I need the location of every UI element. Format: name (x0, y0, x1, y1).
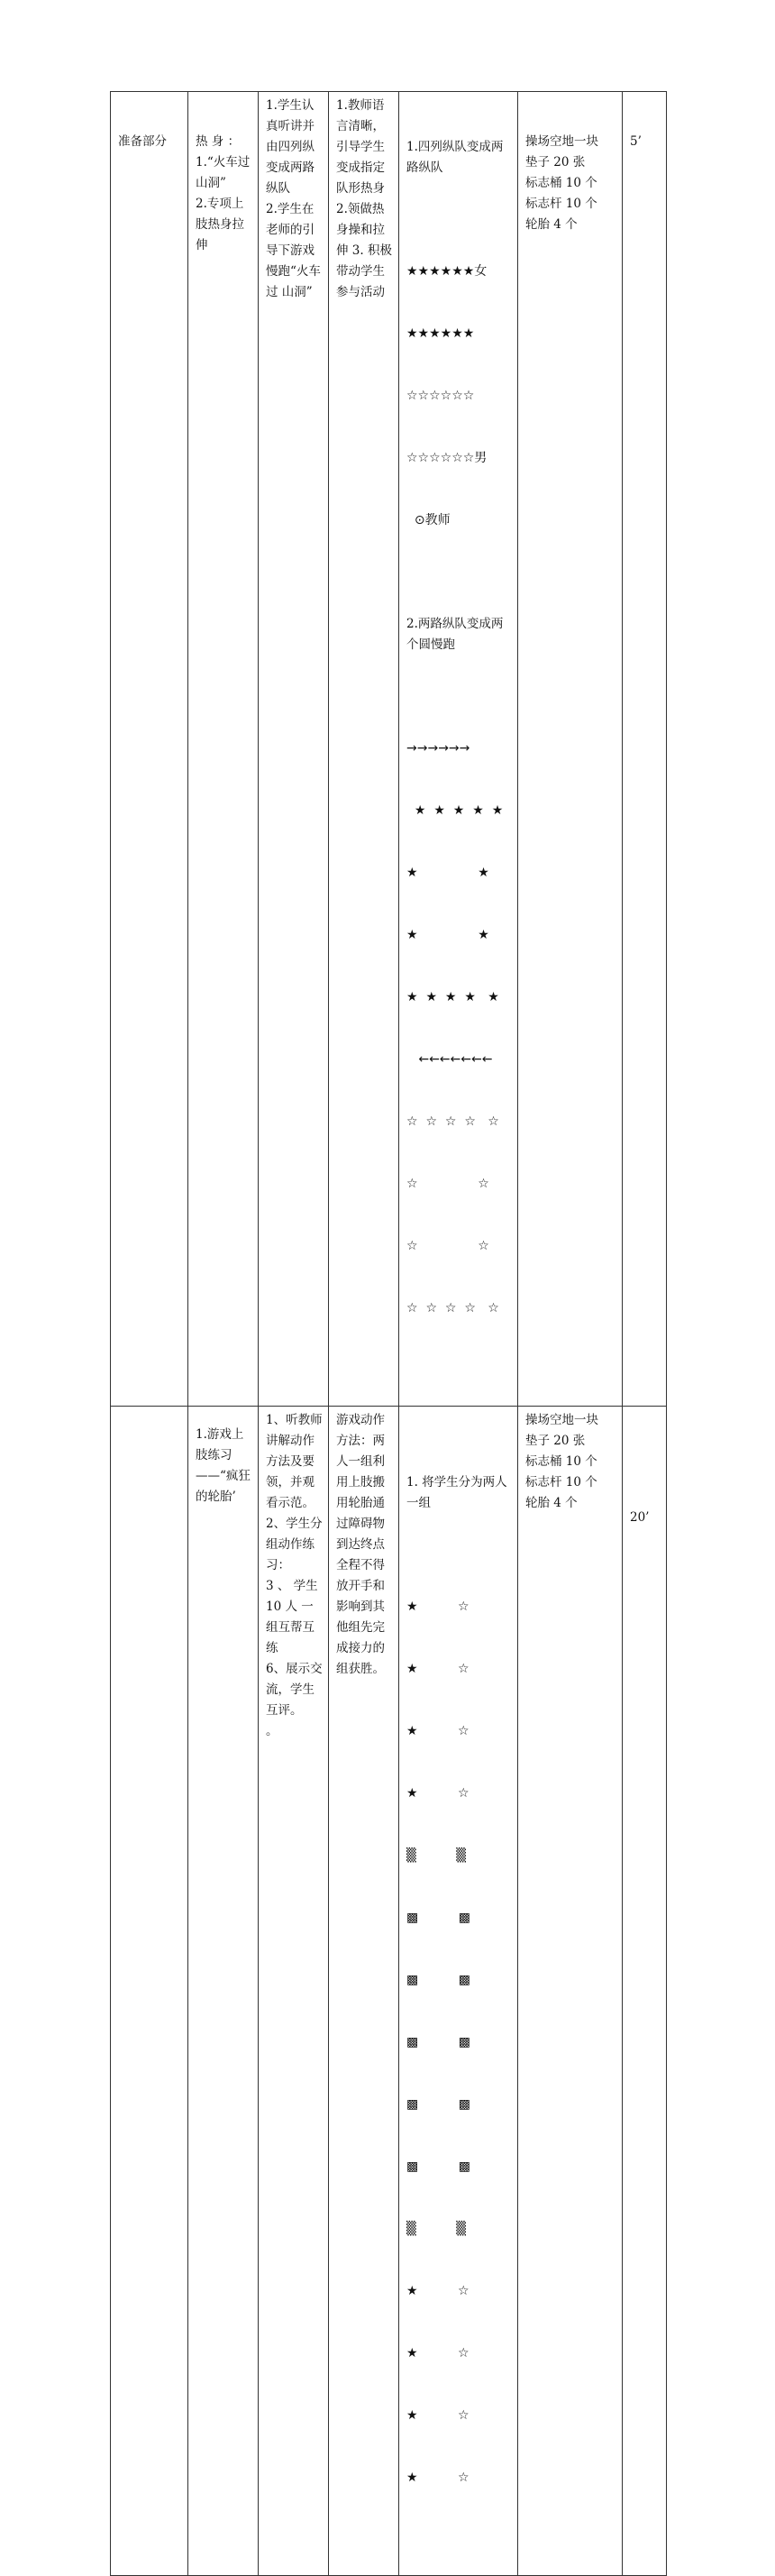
student-cell (259, 92, 329, 1407)
formation-line: ★★★★★★ (406, 326, 475, 341)
teacher-cell (329, 1407, 399, 2576)
formation-diagram (406, 220, 512, 573)
organization-text: 2.两路纵队变成两个圆慢跑 (406, 617, 504, 652)
time-text: 20’ (630, 1510, 650, 1525)
formation-line: →→→→→→ (406, 741, 470, 756)
formation-line: ★ ★ (406, 866, 489, 880)
formation-line: ★ ★ ★ ★ ★ (406, 803, 504, 818)
organization-cell (399, 92, 518, 1407)
formation-line: ←←←←←←← (406, 1052, 493, 1067)
equipment-text: 操场空地一块 垫子 20 张 标志桶 10 个 标志杆 10 个 轮胎 4 个 (525, 134, 598, 232)
formation-line: ▒ ▒ (406, 2222, 467, 2236)
section-label (111, 1407, 187, 1414)
formation-line: ★ ☆ (406, 1724, 470, 1738)
content-text: 1.游戏上肢练习——“疯狂的轮胎’ (196, 1427, 251, 1504)
formation-line: ☆ ☆ (406, 1239, 489, 1253)
table-row (111, 92, 667, 1407)
equipment-cell (518, 92, 623, 1407)
section-label: 准备部分 (118, 134, 167, 149)
formation-line: ▩ ▩ (406, 2159, 470, 2174)
formation-line: ★★★★★★女 (406, 264, 488, 279)
time-cell (623, 1407, 667, 2576)
formation-line: ▩ ▩ (406, 1973, 470, 1987)
organization-text: 1. 将学生分为两人一组 (406, 1475, 507, 1510)
time-cell (623, 92, 667, 1407)
formation-line: ☆☆☆☆☆☆ (406, 389, 475, 403)
formation-line: ☆ ☆ ☆ ☆ ☆ (406, 1301, 499, 1316)
circle-run-diagram (406, 697, 512, 1361)
teacher-text: 游戏动作方法：两人一组利用上肢搬用轮胎通过障碍物到达终点全程不得放开手和影响到其他组先完成接力的组获胜。 (336, 1413, 385, 1676)
time-text: 5’ (630, 134, 642, 149)
teacher-cell (329, 92, 399, 1407)
formation-line: ★ ☆ (406, 2408, 470, 2423)
formation-line: ★ ☆ (406, 2471, 470, 2485)
formation-line: ⊙教师 (406, 513, 451, 527)
table-row (111, 1407, 667, 2576)
section-cell (111, 92, 188, 1407)
equipment-text: 操场空地一块 垫子 20 张 标志桶 10 个 标志杆 10 个 轮胎 4 个 (525, 1413, 598, 1510)
student-text: 1.学生认真听讲并由四列纵变成两路纵队 2.学生在老师的引导下游戏慢跑“火车 过 山洞” (266, 98, 321, 299)
student-text: 1、听教师讲解动作方法及要领，并观看示范。 2、学生分组动作练习： 3 、 学生 10 人 一组互帮互练 6、展示交流，学生互评。 。 (266, 1413, 323, 1738)
lesson-plan-table (110, 91, 667, 2576)
formation-line: ☆☆☆☆☆☆男 (406, 451, 488, 465)
formation-line: ★ ☆ (406, 2346, 470, 2361)
formation-line: ★ ☆ (406, 2284, 470, 2298)
formation-line: ★ ☆ (406, 1600, 470, 1614)
equipment-cell (518, 1407, 623, 2576)
formation-line: ▩ ▩ (406, 2097, 470, 2112)
formation-line: ▩ ▩ (406, 2035, 470, 2049)
student-cell (259, 1407, 329, 2576)
formation-line: ☆ ☆ ☆ ☆ ☆ (406, 1114, 499, 1129)
relay-diagram (406, 1555, 512, 2530)
content-text: 热 身 ： 1.“火车过山洞” 2.专项上肢热身拉伸 (196, 134, 251, 252)
formation-line: ★ ☆ (406, 1662, 470, 1676)
formation-line: ★ ☆ (406, 1786, 470, 1801)
formation-line: ★ ★ (406, 928, 489, 942)
formation-line: ☆ ☆ (406, 1177, 489, 1191)
formation-line: ▩ ▩ (406, 1911, 470, 1925)
formation-line: ★ ★ ★ ★ ★ (406, 990, 499, 1004)
organization-cell (399, 1407, 518, 2576)
organization-text: 1.四列纵队变成两路纵队 (406, 140, 504, 175)
teacher-text: 1.教师语言清晰，引导学生变成指定队形热身 2.领做热身操和拉伸 3. 积极带动学生参与活动 (336, 98, 392, 299)
formation-line: ▒ ▒ (406, 1848, 467, 1863)
content-cell (188, 92, 259, 1407)
section-cell (111, 1407, 188, 2576)
content-cell (188, 1407, 259, 2576)
